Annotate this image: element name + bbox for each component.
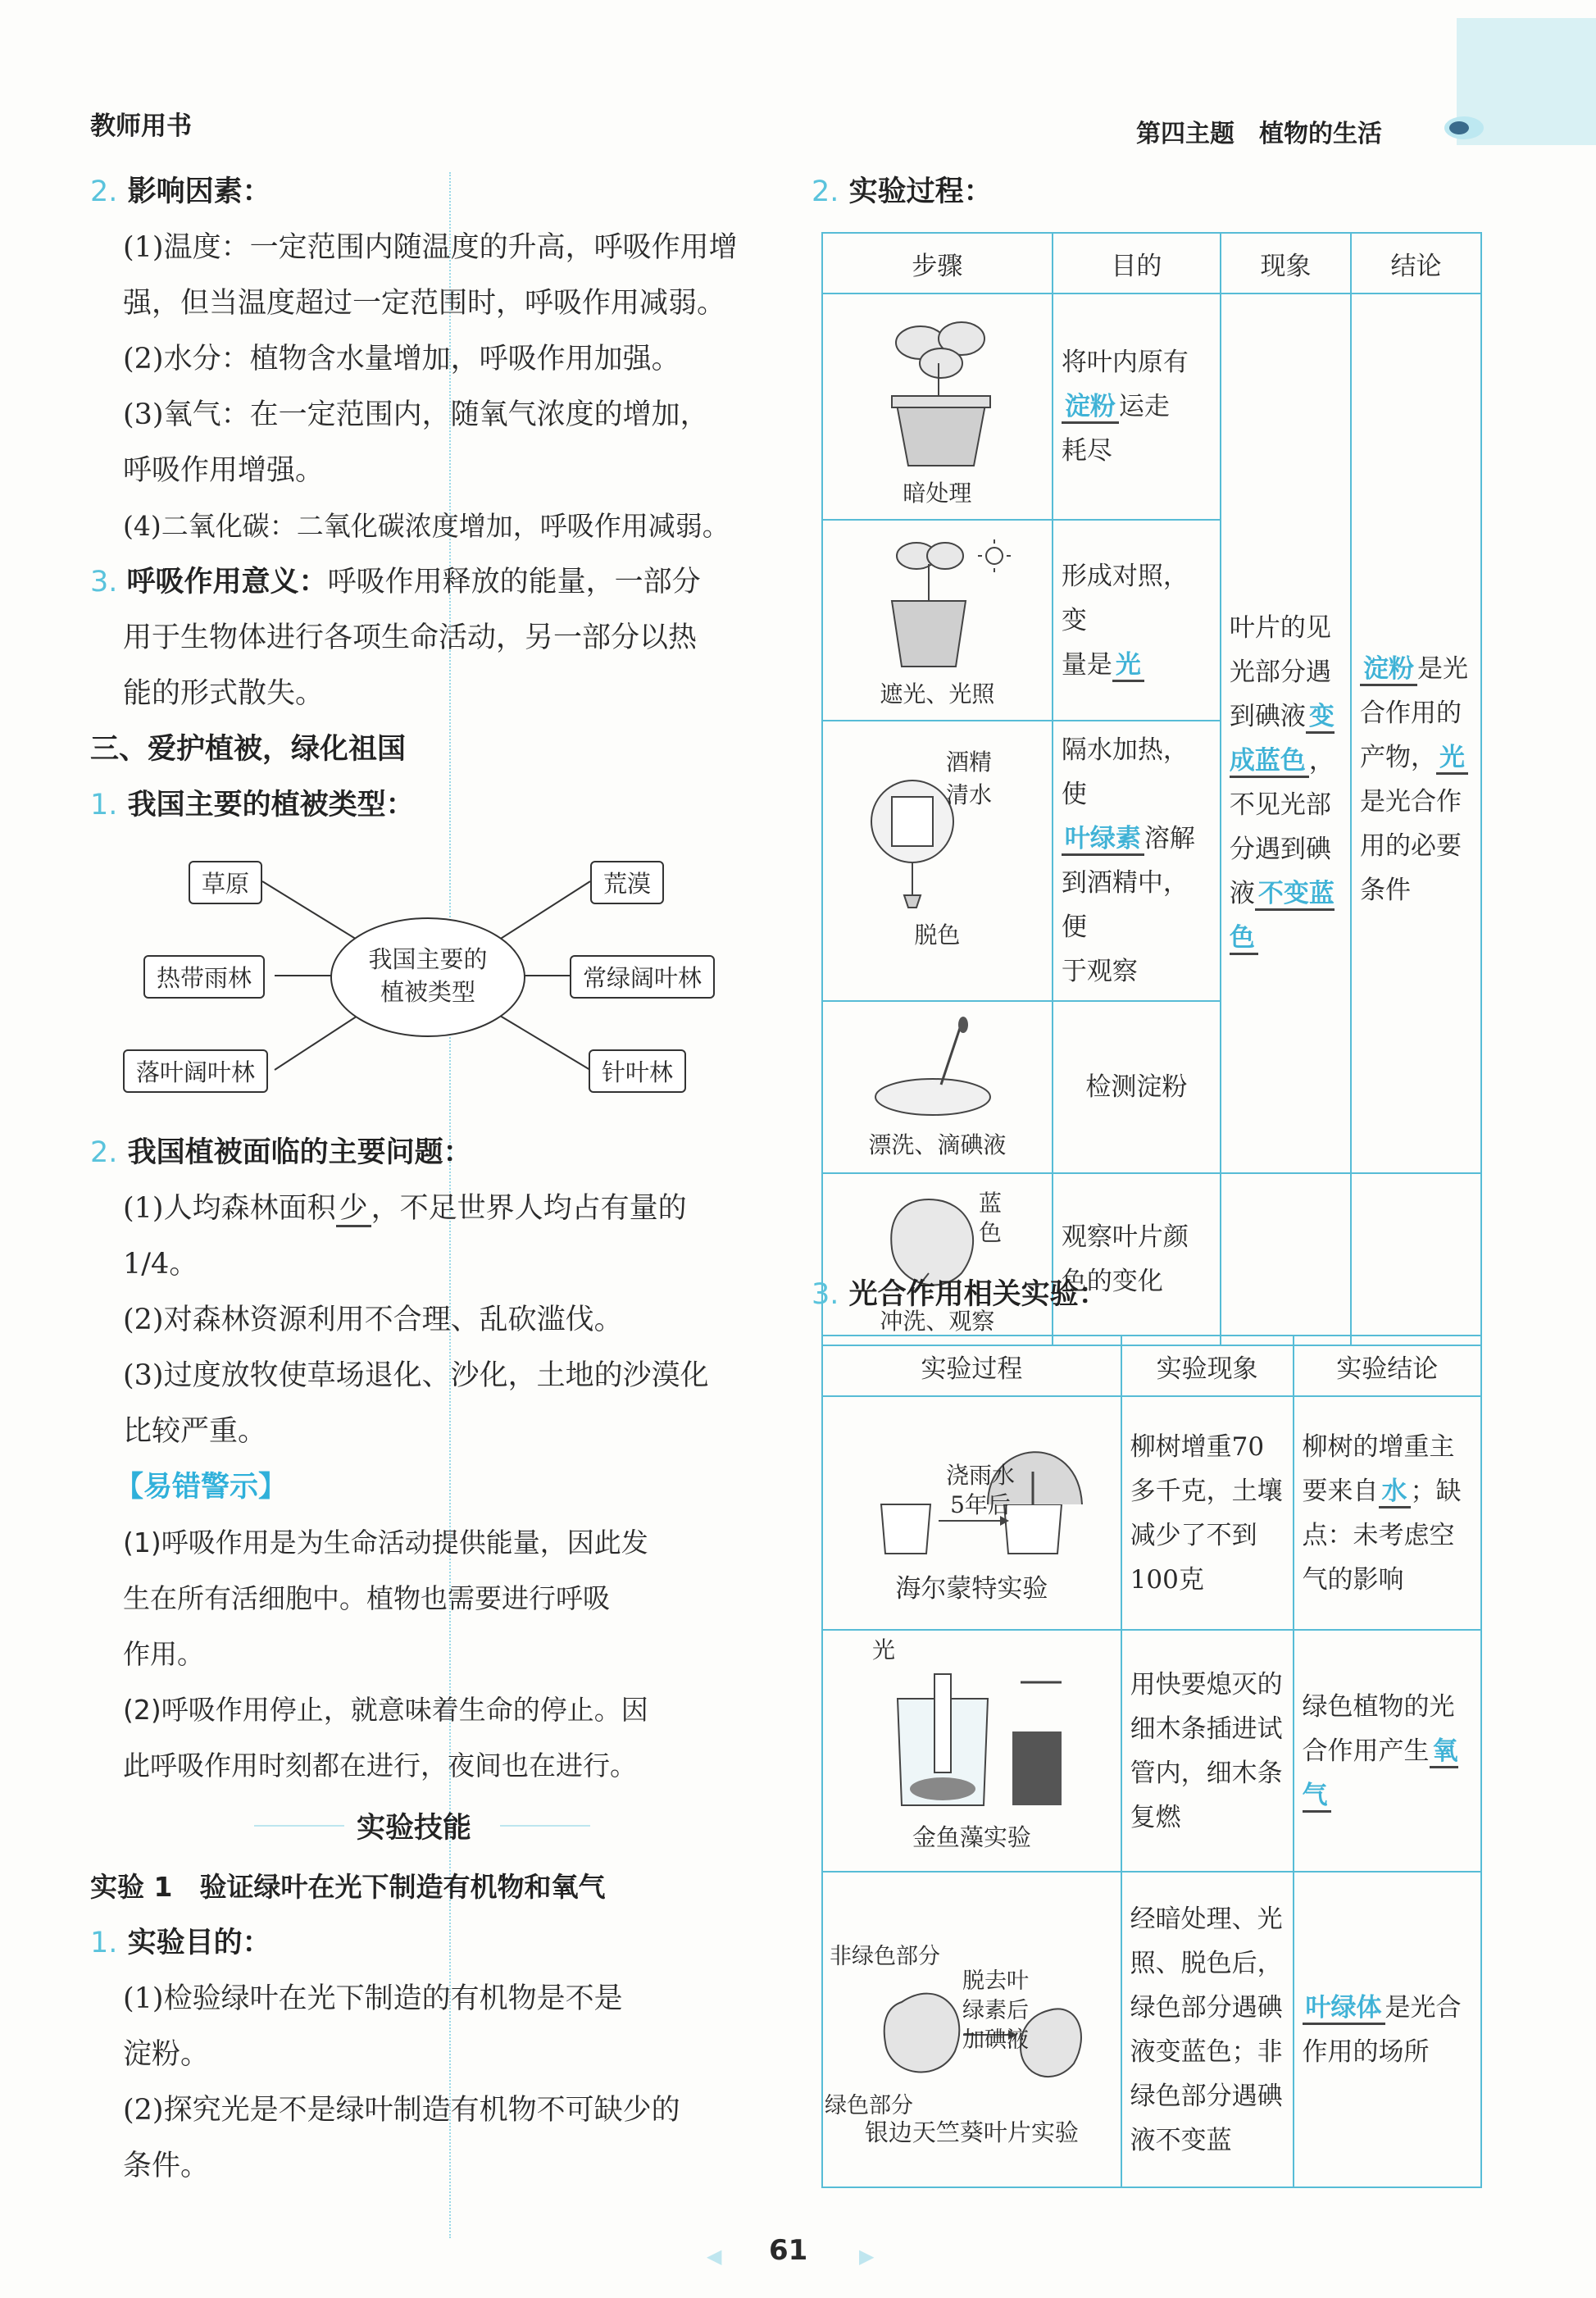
light-label: 光 (872, 1636, 896, 1663)
experiment-row (822, 1872, 1481, 2187)
section-influence-factors: 2. 影响因素： (90, 175, 271, 208)
left-column-lower (90, 1125, 779, 2194)
step-caption: 暗处理 (903, 479, 972, 507)
empty-cell (1351, 1173, 1481, 1345)
experiment-conclusion: 绿色植物的光合作用产生 氧气 (1294, 1630, 1481, 1872)
green-label: 绿色部分 (825, 2093, 913, 2118)
experiment-row (822, 1396, 1481, 1630)
step-caption: 脱色 (914, 921, 961, 949)
color-label: 蓝 色 (979, 1190, 1003, 1246)
nongreen-label: 非绿色部分 (830, 1944, 940, 1969)
step-purpose: 将叶内原有 淀粉 运走 耗尽 (1053, 294, 1221, 520)
experiment-caption: 银边天竺葵叶片实验 (864, 2118, 1079, 2146)
empty-cell (1221, 1173, 1351, 1345)
conclusion-cell: 淀粉 是光 合作用的 产物， 光 是光合作 用的必要 条件 (1351, 294, 1481, 1173)
vegetation-deciduous: 落叶阔叶林 (123, 1049, 268, 1093)
step-purpose: 观察叶片颜 色的变化 (1053, 1173, 1221, 1345)
step-purpose: 隔水加热，使 叶绿素 溶解 到酒精中，便 于观察 (1053, 721, 1221, 1001)
part3-title: 三、爱护植被，绿化祖国 (90, 733, 407, 766)
vegetation-types-title: 1. 我国主要的植被类型： (90, 789, 415, 821)
answer-blank: 光 (1112, 650, 1144, 682)
left-column (90, 164, 779, 833)
heading-rule-left (254, 1825, 344, 1827)
experiment-caption: 海尔蒙特实验 (895, 1573, 1048, 1604)
vegetation-grassland: 草原 (189, 861, 262, 904)
photosynthesis-title: 3. 光合作用相关实验： (812, 1278, 1107, 1311)
answer-blank: 不变蓝色 (1230, 879, 1335, 955)
page-number: 61 (769, 2234, 808, 2267)
experiment-figure (822, 1630, 1121, 1872)
photo-header-row (822, 1336, 1481, 1396)
header-right: 第四主题 植物的生活 (1136, 120, 1382, 148)
step-purpose: 检测淀粉 (1053, 1001, 1221, 1173)
step-caption: 冲洗、观察 (880, 1307, 995, 1335)
oxygen-paragraph: (3)氧气：在一定范围内，随氧气浓度的增加， 呼吸作用增强。 (123, 398, 709, 487)
answer-blank: 淀粉 (1062, 392, 1119, 424)
heading-rule-right (500, 1825, 590, 1827)
step-caption: 遮光、光照 (880, 680, 995, 708)
experiment-caption: 金鱼藻实验 (912, 1822, 1031, 1851)
temp-paragraph: (1)温度：一定范围内随温度的升高，呼吸作用增 强，但当温度超过一定范围时，呼吸作用减弱。 (123, 231, 738, 320)
experiment-figure (822, 1396, 1121, 1630)
step-figure (822, 294, 1053, 520)
beaker-labels: 酒精 清水 (946, 749, 993, 808)
vegetation-conifer: 针叶林 (589, 1049, 686, 1093)
problem-3: (3)过度放牧使草场退化、沙化，土地的沙漠化 比较严重。 (123, 1359, 709, 1448)
answer-blank: 叶绿素 (1062, 824, 1144, 856)
vegetation-desert: 荒漠 (590, 861, 664, 904)
shaded-plant-sun-icon (859, 531, 1015, 671)
helmont-labels: 浇雨水 5年后 (946, 1462, 1016, 1518)
warning-2: (2)呼吸作用停止，就意味着生命的停止。因 此呼吸作用时刻都在进行，夜间也在进行。 (123, 1694, 648, 1782)
problem-2: (2)对森林资源利用不合理、乱砍滥伐。 (123, 1304, 623, 1336)
answer-blank: 光 (1436, 743, 1468, 775)
header-step: 步骤 (822, 233, 1053, 294)
warning-title: 【易错警示】 (115, 1471, 288, 1504)
step-row (822, 294, 1481, 520)
experiment-row (822, 1630, 1481, 1872)
experiment-conclusion: 叶绿体 是光合作用的场所 (1294, 1872, 1481, 2187)
process-table (821, 232, 1482, 1346)
water-paragraph: (2)水分：植物含水量增加，呼吸作用加强。 (123, 343, 680, 375)
experiment-result: 用快要熄灭的细木条插进试管内，细木条复燃 (1121, 1630, 1294, 1872)
experiment-result: 柳树增重70多千克，土壤减少了不到100克 (1121, 1396, 1294, 1630)
vegetation-problems-title: 2. 我国植被面临的主要问题： (90, 1136, 472, 1169)
vegetation-evergreen: 常绿阔叶林 (570, 955, 715, 999)
potted-plant-icon (863, 306, 1011, 470)
experiment-1-title: 实验 1 验证绿叶在光下制造有机物和氧气 (90, 1871, 606, 1903)
skills-heading: 实验技能 (90, 1794, 779, 1859)
water-bath-beaker-icon (855, 772, 1019, 912)
step-caption: 漂洗、滴碘液 (868, 1131, 1007, 1158)
step-figure (822, 721, 1053, 1001)
step-purpose: 形成对照，变 量是 光 (1053, 520, 1221, 721)
header-process: 实验过程 (822, 1336, 1121, 1396)
prev-arrow-icon: ◀ (707, 2245, 722, 2268)
header-purpose: 目的 (1053, 233, 1221, 294)
photosynthesis-table (821, 1335, 1482, 2188)
purpose-1: (1)检验绿叶在光下制造的有机物是不是 淀粉。 (123, 1982, 623, 2071)
next-arrow-icon: ▶ (859, 2245, 875, 2268)
answer-blank: 氧气 (1303, 1736, 1458, 1813)
dropper-dish-icon (863, 1015, 1011, 1122)
process-title: 2. 实验过程： (812, 175, 993, 208)
purpose-2: (2)探究光是不是绿叶制造有机物不可缺少的 条件。 (123, 2094, 680, 2182)
header-left: 教师用书 (90, 111, 192, 141)
experiment-conclusion: 柳树的增重主要来自 水 ；缺点：未考虑空气的影响 (1294, 1396, 1481, 1630)
vegetation-diagram (123, 844, 746, 1107)
header-phenomenon: 现象 (1221, 233, 1351, 294)
step-figure (822, 1001, 1053, 1173)
warning-1: (1)呼吸作用是为生命活动提供能量，因此发 生在所有活细胞中。植物也需要进行呼吸 作用。 (123, 1527, 648, 1670)
answer-blank: 少 (336, 1192, 371, 1227)
process-label: 脱去叶 绿素后 加碘液 (962, 1968, 1029, 2053)
problem-1: (1)人均森林面积 少 ，不足世界人均占有量的 1/4。 (123, 1192, 687, 1281)
answer-blank: 水 (1379, 1477, 1411, 1508)
phenomenon-cell: 叶片的见 光部分遇 到碘液 变成蓝色 ， 不见光部 分遇到碘 液 不变蓝色 (1221, 294, 1351, 1173)
experiment-figure (822, 1872, 1121, 2187)
header-result: 实验现象 (1121, 1336, 1294, 1396)
process-header-row (822, 233, 1481, 294)
vegetation-rainforest: 热带雨林 (143, 955, 265, 999)
header-conclusion: 实验结论 (1294, 1336, 1481, 1396)
experiment-result: 经暗处理、光照、脱色后，绿色部分遇碘液变蓝色；非绿色部分遇碘液不变蓝 (1121, 1872, 1294, 2187)
diagram-center: 我国主要的 植被类型 (368, 945, 488, 1006)
answer-blank: 叶绿体 (1303, 1993, 1385, 2025)
experiment-purpose-title: 1. 实验目的： (90, 1927, 271, 1959)
answer-blank: 淀粉 (1360, 654, 1417, 686)
hornwort-beaker-icon (848, 1650, 1094, 1813)
leaf-logo-icon (1441, 111, 1487, 144)
respiration-significance: 3. 呼吸作用意义：呼吸作用释放的能量，一部分 用于生物体进行各项生命活动，另一部分以热 能的形式散失。 (90, 566, 701, 710)
header-conclusion: 结论 (1351, 233, 1481, 294)
step-figure (822, 520, 1053, 721)
answer-blank: 变成蓝色 (1230, 702, 1335, 778)
co2-paragraph: (4)二氧化碳：二氧化碳浓度增加，呼吸作用减弱。 (123, 510, 730, 542)
